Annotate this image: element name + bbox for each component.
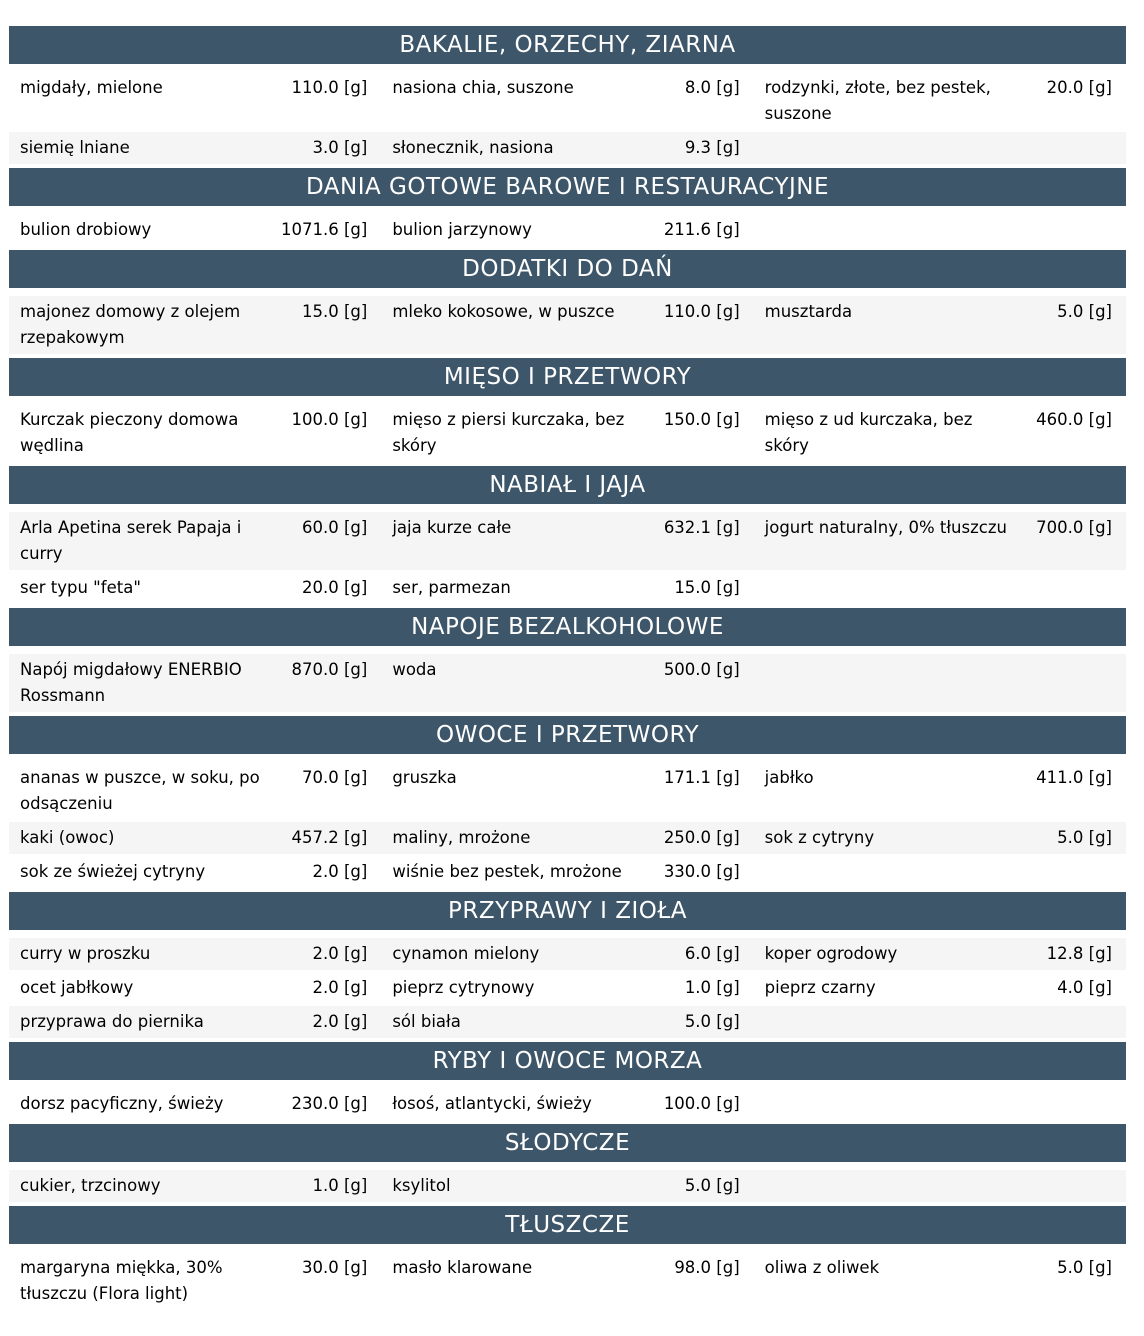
item-name: ser, parmezan bbox=[392, 578, 511, 597]
item-cell bbox=[9, 765, 381, 817]
item-name: curry w proszku bbox=[20, 944, 151, 963]
item-amount: 632.1 [g] bbox=[663, 518, 740, 537]
item-name: ser typu "feta" bbox=[20, 578, 141, 597]
item-cell bbox=[9, 407, 381, 459]
item-cell bbox=[381, 407, 753, 459]
item-cell bbox=[381, 975, 753, 1001]
item-amount: 2.0 [g] bbox=[312, 1012, 368, 1031]
item-name: musztarda bbox=[764, 302, 853, 321]
item-name: siemię lniane bbox=[20, 138, 130, 157]
item-amount: 15.0 [g] bbox=[674, 578, 740, 597]
item-amount: 70.0 [g] bbox=[301, 768, 368, 787]
table-row bbox=[9, 972, 1126, 1004]
item-amount: 700.0 [g] bbox=[1036, 518, 1112, 537]
item-cell bbox=[381, 1173, 753, 1199]
item-amount: 20.0 [g] bbox=[1046, 78, 1112, 97]
item-cell bbox=[381, 765, 753, 817]
item-cell bbox=[754, 859, 1126, 885]
item-cell bbox=[9, 1173, 381, 1199]
item-amount: 457.2 [g] bbox=[291, 828, 368, 847]
item-name: jaja kurze całe bbox=[392, 518, 512, 537]
item-amount: 30.0 [g] bbox=[301, 1258, 368, 1277]
item-cell bbox=[754, 407, 1126, 459]
item-cell bbox=[754, 299, 1126, 351]
table-row bbox=[9, 132, 1126, 164]
item-amount: 870.0 [g] bbox=[291, 660, 368, 679]
item-name: masło klarowane bbox=[392, 1258, 533, 1277]
item-cell bbox=[381, 575, 753, 601]
section-header: NABIAŁ I JAJA bbox=[9, 466, 1126, 504]
item-name: Arla Apetina serek Papaja i curry bbox=[20, 518, 242, 563]
item-amount: 20.0 [g] bbox=[301, 578, 368, 597]
section-header: BAKALIE, ORZECHY, ZIARNA bbox=[9, 26, 1126, 64]
item-cell bbox=[9, 657, 381, 709]
table-row bbox=[9, 296, 1126, 354]
item-cell bbox=[754, 657, 1126, 709]
item-name: sól biała bbox=[392, 1012, 461, 1031]
item-name: łosoś, atlantycki, świeży bbox=[392, 1094, 592, 1113]
item-cell bbox=[381, 217, 753, 243]
item-cell bbox=[9, 575, 381, 601]
item-cell bbox=[754, 1173, 1126, 1199]
item-name: sok z cytryny bbox=[764, 828, 875, 847]
item-name: margaryna miękka, 30% tłuszczu (Flora light) bbox=[20, 1258, 223, 1303]
table-row bbox=[9, 1252, 1126, 1310]
item-amount: 9.3 [g] bbox=[684, 138, 740, 157]
item-cell bbox=[381, 75, 753, 127]
item-name: rodzynki, złote, bez pestek, suszone bbox=[764, 78, 991, 123]
item-cell bbox=[381, 135, 753, 161]
item-amount: 500.0 [g] bbox=[663, 660, 740, 679]
item-cell bbox=[9, 859, 381, 885]
item-name: ocet jabłkowy bbox=[20, 978, 134, 997]
item-amount: 100.0 [g] bbox=[291, 410, 368, 429]
section-header: OWOCE I PRZETWORY bbox=[9, 716, 1126, 754]
item-name: Napój migdałowy ENERBIO Rossmann bbox=[20, 660, 242, 705]
item-amount: 8.0 [g] bbox=[684, 78, 740, 97]
item-amount: 5.0 [g] bbox=[1057, 828, 1112, 847]
item-name: bulion drobiowy bbox=[20, 220, 152, 239]
item-amount: 2.0 [g] bbox=[312, 978, 368, 997]
item-name: sok ze świeżej cytryny bbox=[20, 862, 206, 881]
item-amount: 1.0 [g] bbox=[312, 1176, 368, 1195]
section-header: RYBY I OWOCE MORZA bbox=[9, 1042, 1126, 1080]
table-row bbox=[9, 72, 1126, 130]
item-cell bbox=[9, 941, 381, 967]
item-cell bbox=[381, 825, 753, 851]
section-header: MIĘSO I PRZETWORY bbox=[9, 358, 1126, 396]
item-amount: 2.0 [g] bbox=[312, 862, 368, 881]
item-amount: 110.0 [g] bbox=[663, 302, 740, 321]
sections bbox=[9, 26, 1126, 1310]
item-name: woda bbox=[392, 660, 437, 679]
item-amount: 3.0 [g] bbox=[312, 138, 368, 157]
item-cell bbox=[9, 217, 381, 243]
item-amount: 110.0 [g] bbox=[291, 78, 368, 97]
item-amount: 5.0 [g] bbox=[684, 1012, 740, 1031]
item-cell bbox=[754, 135, 1126, 161]
item-amount: 5.0 [g] bbox=[1057, 302, 1112, 321]
item-amount: 211.6 [g] bbox=[663, 220, 740, 239]
item-amount: 171.1 [g] bbox=[663, 768, 740, 787]
item-cell bbox=[754, 75, 1126, 127]
item-cell bbox=[9, 515, 381, 567]
table-row bbox=[9, 1006, 1126, 1038]
item-amount: 330.0 [g] bbox=[663, 862, 740, 881]
item-cell bbox=[9, 1255, 381, 1307]
item-amount: 60.0 [g] bbox=[301, 518, 368, 537]
item-cell bbox=[754, 515, 1126, 567]
item-name: maliny, mrożone bbox=[392, 828, 531, 847]
item-cell bbox=[381, 1009, 753, 1035]
item-cell bbox=[754, 765, 1126, 817]
item-cell bbox=[9, 825, 381, 851]
item-cell bbox=[754, 1009, 1126, 1035]
item-amount: 150.0 [g] bbox=[663, 410, 740, 429]
item-cell bbox=[9, 1091, 381, 1117]
item-amount: 5.0 [g] bbox=[1057, 1258, 1112, 1277]
item-cell bbox=[9, 75, 381, 127]
item-name: jogurt naturalny, 0% tłuszczu bbox=[764, 518, 1007, 537]
item-cell bbox=[754, 575, 1126, 601]
item-name: przyprawa do piernika bbox=[20, 1012, 204, 1031]
item-cell bbox=[381, 1255, 753, 1307]
item-name: migdały, mielone bbox=[20, 78, 163, 97]
item-cell bbox=[9, 135, 381, 161]
item-cell bbox=[754, 217, 1126, 243]
item-name: wiśnie bez pestek, mrożone bbox=[392, 862, 622, 881]
section-header: NAPOJE BEZALKOHOLOWE bbox=[9, 608, 1126, 646]
item-amount: 230.0 [g] bbox=[291, 1094, 368, 1113]
table-row bbox=[9, 822, 1126, 854]
item-amount: 98.0 [g] bbox=[674, 1258, 740, 1277]
table-row bbox=[9, 938, 1126, 970]
item-name: kaki (owoc) bbox=[20, 828, 115, 847]
item-amount: 411.0 [g] bbox=[1036, 768, 1112, 787]
table-row bbox=[9, 762, 1126, 820]
item-cell bbox=[381, 515, 753, 567]
item-cell bbox=[9, 1009, 381, 1035]
item-name: słonecznik, nasiona bbox=[392, 138, 554, 157]
section-header: SŁODYCZE bbox=[9, 1124, 1126, 1162]
item-cell bbox=[381, 859, 753, 885]
item-cell bbox=[9, 299, 381, 351]
item-amount: 6.0 [g] bbox=[684, 944, 740, 963]
item-cell bbox=[754, 975, 1126, 1001]
table-row bbox=[9, 512, 1126, 570]
item-name: cukier, trzcinowy bbox=[20, 1176, 161, 1195]
item-amount: 5.0 [g] bbox=[684, 1176, 740, 1195]
table-row bbox=[9, 856, 1126, 888]
item-name: jabłko bbox=[764, 768, 814, 787]
item-amount: 1.0 [g] bbox=[684, 978, 740, 997]
item-cell bbox=[381, 657, 753, 709]
item-name: koper ogrodowy bbox=[764, 944, 898, 963]
table-row bbox=[9, 1170, 1126, 1202]
item-name: dorsz pacyficzny, świeży bbox=[20, 1094, 224, 1113]
item-name: pieprz czarny bbox=[764, 978, 876, 997]
table-row bbox=[9, 404, 1126, 462]
item-amount: 1071.6 [g] bbox=[281, 220, 368, 239]
item-name: nasiona chia, suszone bbox=[392, 78, 574, 97]
item-name: Kurczak pieczony domowa wędlina bbox=[20, 410, 239, 455]
item-name: mięso z piersi kurczaka, bez skóry bbox=[392, 410, 625, 455]
table-row bbox=[9, 214, 1126, 246]
section-header: DANIA GOTOWE BAROWE I RESTAURACYJNE bbox=[9, 168, 1126, 206]
item-name: majonez domowy z olejem rzepakowym bbox=[20, 302, 241, 347]
section-header: DODATKI DO DAŃ bbox=[9, 250, 1126, 288]
item-name: mięso z ud kurczaka, bez skóry bbox=[764, 410, 973, 455]
table-row bbox=[9, 654, 1126, 712]
item-name: pieprz cytrynowy bbox=[392, 978, 535, 997]
item-amount: 15.0 [g] bbox=[301, 302, 368, 321]
item-amount: 12.8 [g] bbox=[1046, 944, 1112, 963]
item-name: gruszka bbox=[392, 768, 457, 787]
item-cell bbox=[381, 1091, 753, 1117]
item-name: oliwa z oliwek bbox=[764, 1258, 880, 1277]
item-amount: 250.0 [g] bbox=[663, 828, 740, 847]
item-cell bbox=[381, 299, 753, 351]
item-name: bulion jarzynowy bbox=[392, 220, 532, 239]
section-header: TŁUSZCZE bbox=[9, 1206, 1126, 1244]
item-cell bbox=[9, 975, 381, 1001]
item-cell bbox=[754, 825, 1126, 851]
section-header: PRZYPRAWY I ZIOŁA bbox=[9, 892, 1126, 930]
item-name: cynamon mielony bbox=[392, 944, 540, 963]
table-row bbox=[9, 1088, 1126, 1120]
item-name: ksylitol bbox=[392, 1176, 451, 1195]
table-row bbox=[9, 572, 1126, 604]
item-amount: 2.0 [g] bbox=[312, 944, 368, 963]
item-amount: 4.0 [g] bbox=[1057, 978, 1112, 997]
item-amount: 460.0 [g] bbox=[1036, 410, 1112, 429]
item-amount: 100.0 [g] bbox=[663, 1094, 740, 1113]
item-cell bbox=[754, 1255, 1126, 1307]
item-cell bbox=[754, 941, 1126, 967]
item-cell bbox=[381, 941, 753, 967]
item-name: ananas w puszce, w soku, po odsączeniu bbox=[20, 768, 260, 813]
item-name: mleko kokosowe, w puszce bbox=[392, 302, 615, 321]
item-cell bbox=[754, 1091, 1126, 1117]
